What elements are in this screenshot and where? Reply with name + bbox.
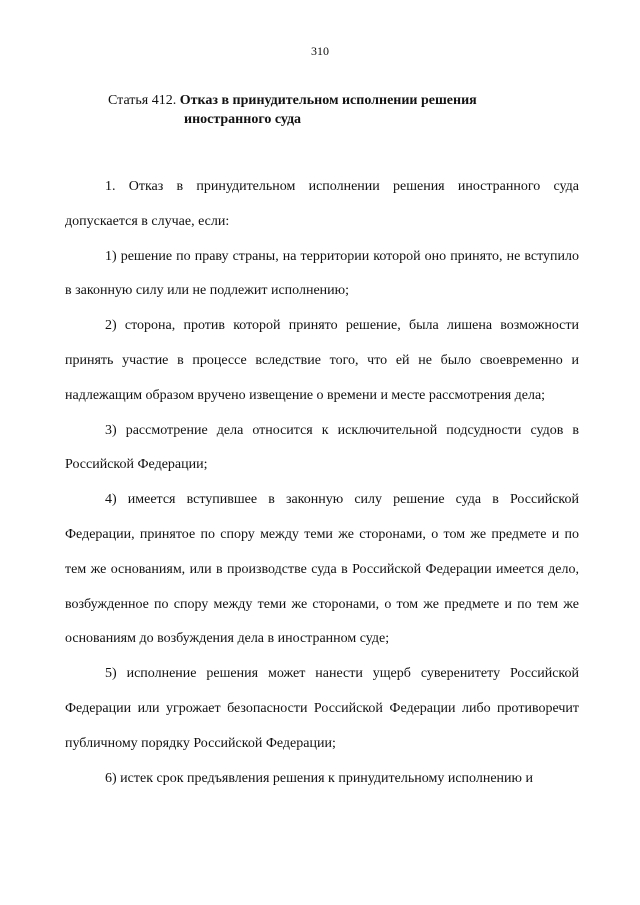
page-number: 310 — [311, 44, 329, 58]
paragraph-item-6: 6) истек срок предъявления решения к принудительному исполнению и — [105, 770, 533, 786]
article-title-line-1: Отказ в принудительном исполнении решения — [179, 93, 477, 108]
paragraph-1: 1. Отказ в принудительном исполнении решения иностранного суда допускается в случае, если: — [65, 179, 579, 229]
paragraph-item-2: 2) сторона, против которой принято решение, была лишена возможности принять участие в процессе вследствие того, что ей не было своевременно и надлежащим образом вручено извещение о времени и месте рассмотрения дела; — [65, 318, 579, 403]
article-number: Статья 412. — [108, 93, 177, 108]
article-heading — [108, 91, 578, 129]
paragraph-item-1: 1) решение по праву страны, на территории которой оно принято, не вступило в законную силу или не подлежит исполнению; — [65, 248, 579, 299]
paragraph-item-3: 3) рассмотрение дела относится к исключительной подсудности судов в Российской Федерации; — [65, 422, 579, 473]
article-body — [65, 170, 579, 796]
article-title-line-2: иностранного суда — [184, 112, 302, 127]
paragraph-item-5: 5) исполнение решения может нанести ущерб суверенитету Российской Федерации или угрожает безопасности Российской Федерации либо противоречит публичному порядку Российской Федерации; — [65, 666, 579, 751]
paragraph-item-4: 4) имеется вступившее в законную силу решение суда в Российской Федерации, принятое по спору между теми же сторонами, о том же предмете и по тем же основаниям, или в производстве суда в Российской Федерации имеется дело, возбужденное по спору между теми же сторонами, о том же предмете и по тем же основаниям до возбуждения дела в иностранном суде; — [65, 492, 579, 647]
